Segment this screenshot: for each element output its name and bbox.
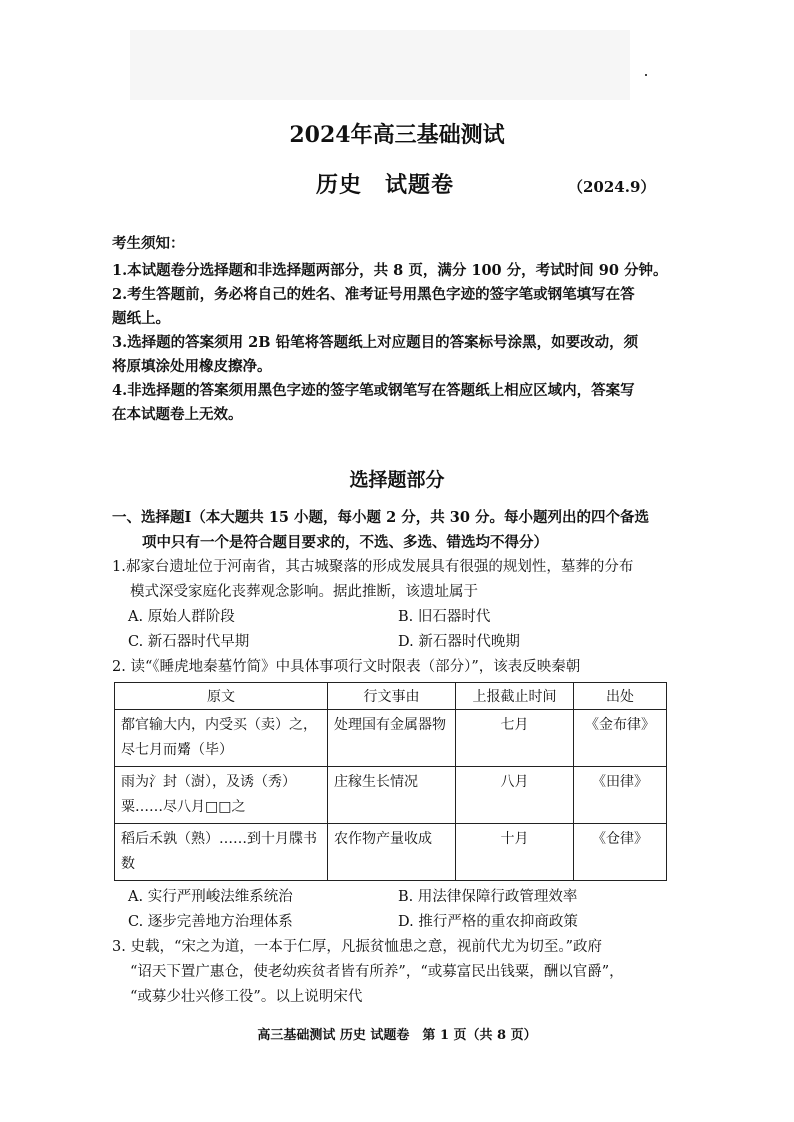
question-1-options	[112, 605, 692, 655]
table-header: 原文	[115, 683, 328, 710]
question-2-options	[112, 885, 692, 935]
table-row	[115, 824, 667, 881]
notice-item: 1.本试题卷分选择题和非选择题两部分，共 8 页，满分 100 分，考试时间 90 分钟。	[112, 262, 668, 279]
notice-item-continued: 在本试题卷上无效。	[112, 406, 243, 423]
notice-item: 3.选择题的答案须用 2B 铅笔将答题纸上对应题目的答案标号涂黑，如要改动，须	[112, 334, 639, 351]
section-title: 选择题部分	[349, 469, 445, 491]
question-1-stem: 1.郝家台遗址位于河南省，其古城聚落的形成发展具有很强的规划性，墓葬的分布	[112, 559, 634, 575]
exam-title: 2024年高三基础测试	[289, 122, 505, 148]
notice-item-continued: 题纸上。	[112, 310, 170, 327]
scan-shadow	[130, 30, 630, 100]
exam-subtitle: 历史 试题卷	[316, 172, 455, 198]
table-row	[115, 767, 667, 824]
table-cell: 《仓律》	[574, 824, 667, 881]
part-instructions: 一、选择题Ⅰ（本大题共 15 小题，每小题 2 分，共 30 分。每小题列出的四个备选	[112, 509, 650, 526]
page-footer: 高三基础测试 历史 试题卷 第 1 页（共 8 页）	[257, 1028, 537, 1043]
notice-item: 4.非选择题的答案须用黑色字迹的签字笔或钢笔写在答题纸上相应区域内，答案写	[112, 382, 635, 399]
table-cell: 《金布律》	[574, 710, 667, 767]
notice-item-continued: 将原填涂处用橡皮擦净。	[112, 358, 272, 375]
table-cell: 《田律》	[574, 767, 667, 824]
table-cell: 八月	[456, 767, 574, 824]
option-a: A. 原始人群阶段	[128, 609, 235, 625]
table-header: 上报截止时间	[456, 683, 574, 710]
question-1-stem-continued: 模式深受家庭化丧葬观念影响。据此推断，该遗址属于	[130, 584, 478, 600]
option-c: C. 新石器时代早期	[128, 634, 250, 650]
table-header-row	[115, 683, 667, 710]
question-3-stem-continued: “诏天下置广惠仓，使老幼疾贫者皆有所养”，“或募富民出钱粟，酬以官爵”，	[130, 964, 624, 980]
table-header: 出处	[574, 683, 667, 710]
candidate-notice	[112, 232, 692, 427]
option-a: A. 实行严刑峻法维系统治	[128, 889, 293, 905]
option-b: B. 用法律保障行政管理效率	[398, 889, 578, 905]
option-d: D. 推行严格的重农抑商政策	[398, 914, 578, 930]
questions	[112, 505, 692, 1010]
scan-speck	[645, 74, 647, 76]
table-cell: 农作物产量收成	[328, 824, 456, 881]
table-row	[115, 710, 667, 767]
notice-item: 2.考生答题前，务必将自己的姓名、准考证号用黑色字迹的签字笔或钢笔填写在答	[112, 286, 635, 303]
table-cell: 庄稼生长情况	[328, 767, 456, 824]
table-cell: 十月	[456, 824, 574, 881]
table-cell: 都官输大内，内受买（卖）之，尽七月而觱（毕）	[115, 710, 328, 767]
table-cell: 稻后禾孰（熟）……到十月牒书数	[115, 824, 328, 881]
option-c: C. 逐步完善地方治理体系	[128, 914, 293, 930]
question-3-stem: 3. 史载，“宋之为道，一本于仁厚，凡振贫恤患之意，视前代尤为切至。”政府	[112, 939, 603, 955]
table-cell: 雨为氵封（澍），及诱（秀）粟……尽八月□□之	[115, 767, 328, 824]
notice-heading: 考生须知：	[112, 235, 185, 252]
option-b: B. 旧石器时代	[398, 609, 491, 625]
question-2-table	[114, 682, 667, 881]
part-instructions-continued: 项中只有一个是符合题目要求的，不选、多选、错选均不得分）	[142, 534, 548, 551]
option-d: D. 新石器时代晚期	[398, 634, 520, 650]
question-2-stem: 2. 读“《睡虎地秦墓竹简》中具体事项行文时限表（部分）”，该表反映秦朝	[112, 659, 581, 675]
table-header: 行文事由	[328, 683, 456, 710]
question-3-stem-continued: “或募少壮兴修工役”。以上说明宋代	[130, 989, 363, 1005]
table-cell: 处理国有金属器物	[328, 710, 456, 767]
exam-date: （2024.9）	[568, 178, 656, 196]
table-cell: 七月	[456, 710, 574, 767]
